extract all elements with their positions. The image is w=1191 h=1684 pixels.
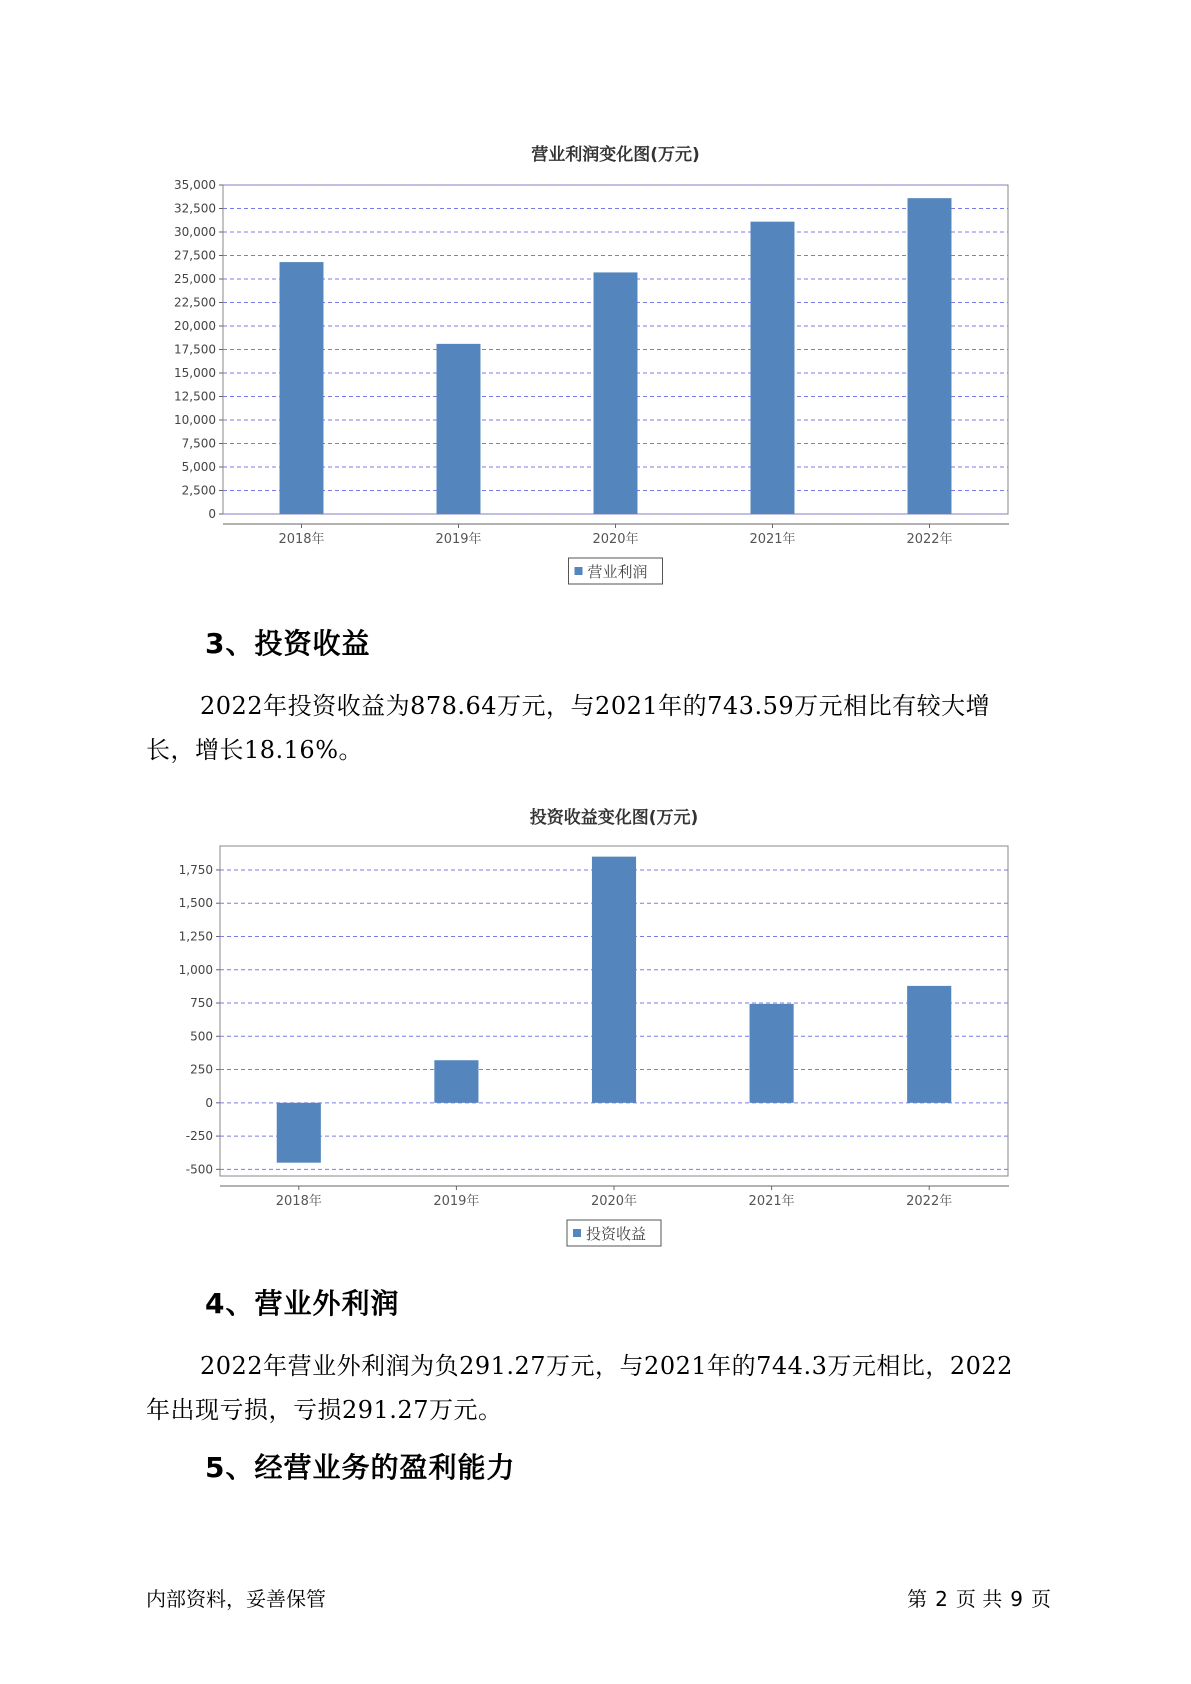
footer-page-indicator <box>907 1583 1051 1612</box>
bar-2018年 <box>277 1103 321 1163</box>
bar-2020年 <box>594 272 638 514</box>
x-tick-label: 2019年 <box>433 1194 480 1209</box>
y-tick-label: 7,500 <box>181 436 216 451</box>
y-tick-label: 30,000 <box>174 225 216 239</box>
footer-page-mid: 页 共 <box>955 1587 1003 1611</box>
section-4-line-1: 2022年营业外利润为负291.27万元，与2021年的744.3万元相比，2022 <box>200 1352 1013 1380</box>
y-tick-label: 10,000 <box>174 413 216 427</box>
y-tick-label: 0 <box>208 507 216 521</box>
operating-profit-chart-svg <box>0 130 1191 600</box>
footer-page-total: 9 <box>1010 1587 1023 1611</box>
y-tick-label: 5,000 <box>181 460 216 474</box>
section-4-paragraph <box>146 1344 1064 1432</box>
footer-confidential-note: 内部资料，妥善保管 <box>146 1587 326 1611</box>
x-tick-label: 2018年 <box>275 1194 322 1209</box>
y-tick-label: 25,000 <box>174 272 216 286</box>
footer-page-suffix: 页 <box>1031 1587 1051 1611</box>
section-4-heading: 4、营业外利润 <box>205 1287 400 1320</box>
y-tick-label: 1,000 <box>178 962 213 977</box>
legend-swatch <box>575 567 583 575</box>
y-tick-label: 12,500 <box>174 389 216 404</box>
x-tick-label: 2020年 <box>590 1194 638 1209</box>
y-tick-label: 1,500 <box>178 896 213 911</box>
y-tick-label: 1,250 <box>178 929 213 944</box>
bar-2022年 <box>908 198 952 514</box>
y-tick-label: 27,500 <box>174 248 216 263</box>
y-tick-label: 32,500 <box>174 201 216 216</box>
section-3-line-2: 长，增长18.16%。 <box>146 736 364 764</box>
chart-title: 营业利润变化图(万元) <box>531 145 700 165</box>
y-tick-label: -250 <box>185 1129 213 1144</box>
legend-label: 营业利润 <box>587 563 648 581</box>
x-tick-label: 2022年 <box>906 532 953 547</box>
footer-page-number: 2 <box>935 1587 948 1611</box>
y-tick-label: 500 <box>190 1029 213 1044</box>
y-tick-label: 250 <box>190 1062 213 1077</box>
legend-swatch <box>573 1229 581 1237</box>
bar-2019年 <box>437 344 481 514</box>
bar-2021年 <box>750 1004 794 1103</box>
chart-legend <box>567 1220 661 1246</box>
legend-label: 投资收益 <box>586 1225 647 1243</box>
x-tick-label: 2021年 <box>749 532 796 547</box>
section-5-heading: 5、经营业务的盈利能力 <box>205 1451 516 1484</box>
bar-2020年 <box>592 857 636 1103</box>
chart-title: 投资收益变化图(万元) <box>529 808 699 828</box>
x-tick-label: 2022年 <box>906 1194 953 1209</box>
y-tick-label: 35,000 <box>174 178 216 192</box>
operating-profit-chart <box>0 130 1191 600</box>
y-tick-label: -500 <box>185 1162 213 1177</box>
y-tick-label: 2,500 <box>181 483 216 498</box>
section-3-paragraph <box>146 684 1064 772</box>
y-tick-label: 750 <box>190 996 213 1011</box>
bar-2018年 <box>280 262 324 514</box>
section-3-line-1: 2022年投资收益为878.64万元，与2021年的743.59万元相比有较大增 <box>200 692 991 720</box>
y-tick-label: 1,750 <box>178 862 213 877</box>
x-tick-label: 2021年 <box>748 1194 795 1209</box>
chart-legend <box>569 558 663 584</box>
investment-income-chart <box>0 793 1191 1263</box>
investment-income-chart-svg <box>0 793 1191 1263</box>
x-tick-label: 2019年 <box>435 532 482 547</box>
section-4-line-2: 年出现亏损，亏损291.27万元。 <box>146 1396 503 1424</box>
bar-2019年 <box>434 1060 478 1103</box>
bar-2021年 <box>751 222 795 514</box>
bar-2022年 <box>907 986 951 1103</box>
y-tick-label: 20,000 <box>174 319 216 333</box>
y-tick-label: 0 <box>205 1095 213 1110</box>
section-3-heading: 3、投资收益 <box>205 627 371 660</box>
y-tick-label: 15,000 <box>174 366 216 380</box>
x-tick-label: 2020年 <box>592 532 639 547</box>
footer-page-prefix: 第 <box>907 1587 928 1611</box>
y-tick-label: 17,500 <box>174 342 216 357</box>
y-tick-label: 22,500 <box>174 295 216 310</box>
x-tick-label: 2018年 <box>278 532 325 547</box>
